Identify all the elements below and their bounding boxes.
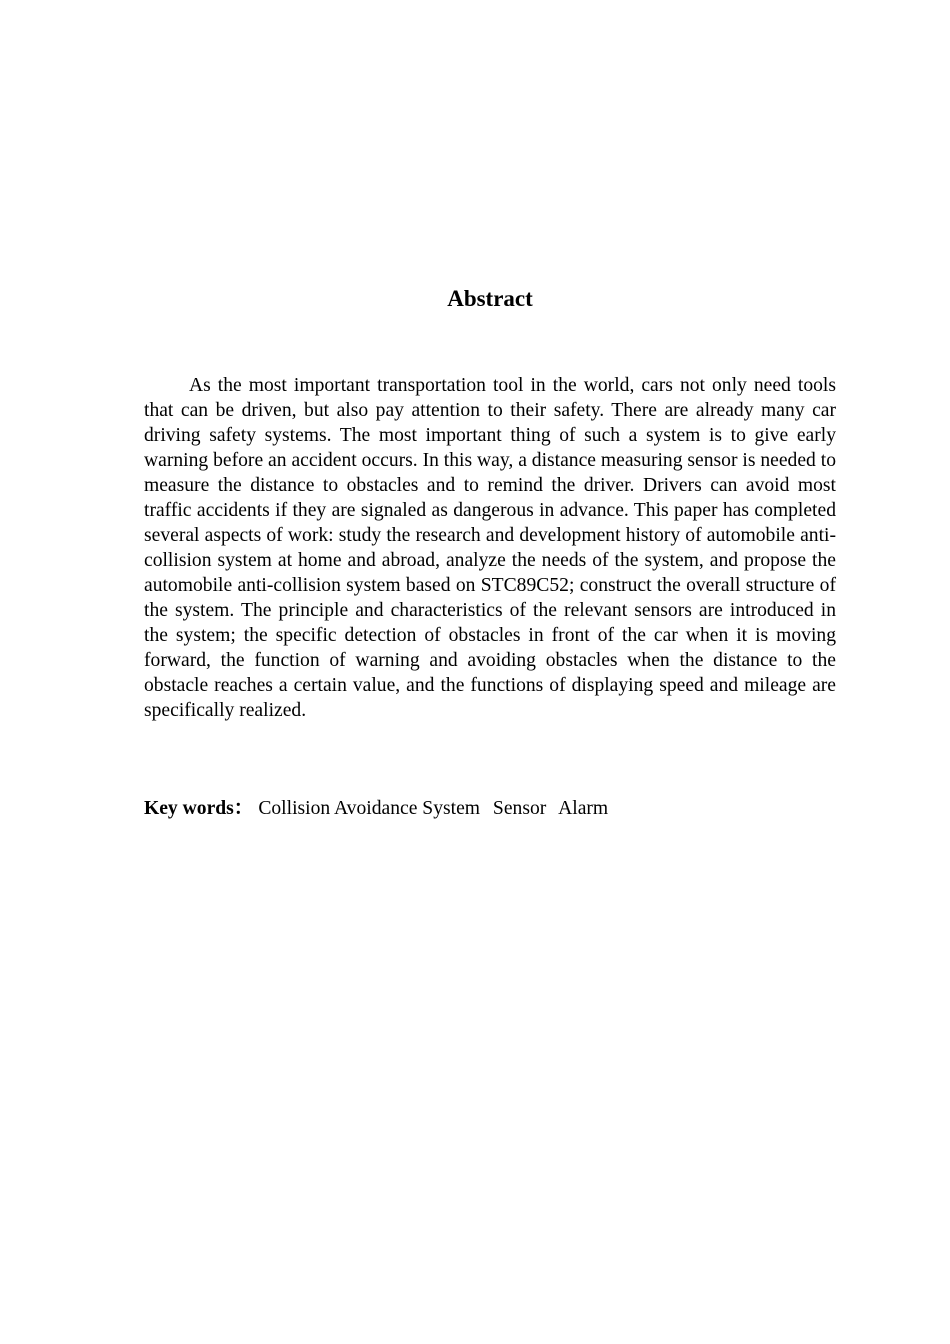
keyword-term: Alarm — [558, 798, 609, 819]
keywords-label: Key words： — [144, 798, 254, 819]
keyword-term: Sensor — [492, 798, 547, 819]
keywords-line — [144, 796, 836, 821]
keyword-term: Collision Avoidance System — [258, 798, 481, 819]
abstract-body: As the most important transportation tool in the world, cars not only need tools that can be driven, but also pay attention to their safety. There are already many car driving safety systems. The most important thing of such a system is to give early warning before an accident occurs. In this way, a distance measuring sensor is needed to measure the distance to obstacles and to remind the driver. Drivers can avoid most traffic accidents if they are signaled as dangerous in advance. This paper has completed several aspects of work: study the research and development history of automobile anti-collision system at home and abroad, analyze the needs of the system, and propose the automobile anti-collision system based on STC89C52; construct the overall structure of the system. The principle and characteristics of the relevant sensors are introduced in the system; the specific detection of obstacles in front of the car when it is moving forward, the function of warning and avoiding obstacles when the distance to the obstacle reaches a certain value, and the functions of displaying speed and mileage are specifically realized. — [144, 375, 836, 721]
abstract-title: Abstract — [447, 286, 533, 311]
